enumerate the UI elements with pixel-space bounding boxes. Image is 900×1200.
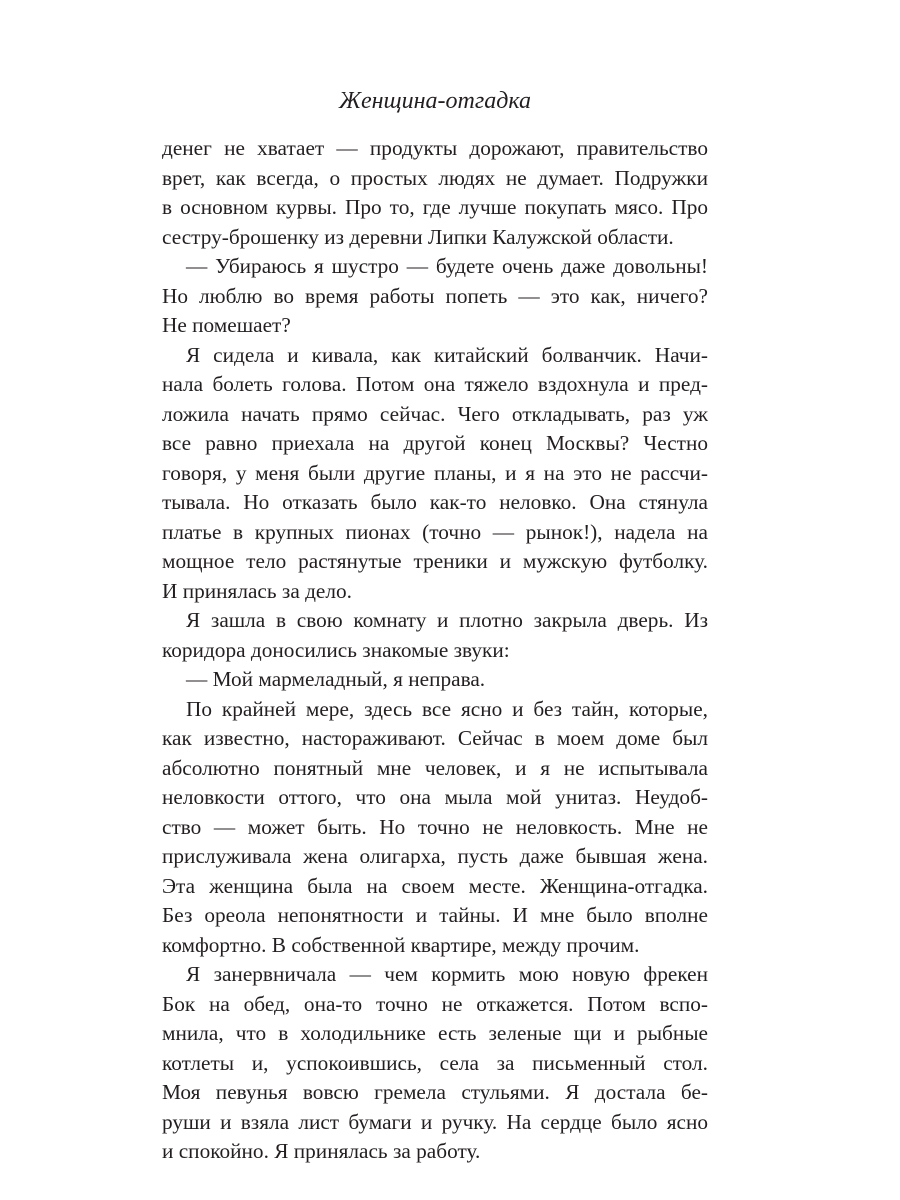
text-line: — Убираюсь я шустро — будете очень даже довольны!: [186, 254, 708, 278]
text-line: коридора доносились знакомые звуки:: [162, 637, 510, 662]
body-text: [162, 134, 708, 1167]
text-line: неловкости оттого, что она мыла мой унитаз. Неудоб-: [162, 785, 708, 809]
text-line: руши и взяла лист бумаги и ручку. На сердце было ясно: [162, 1109, 708, 1134]
text-line: комфортно. В собственной квартире, между прочим.: [162, 932, 640, 957]
text-line: нала болеть голова. Потом она тяжело вздохнула и пред-: [162, 372, 708, 396]
text-line: И принялась за дело.: [162, 578, 352, 603]
paragraph: [162, 695, 708, 961]
text-line: ложила начать прямо сейчас. Чего откладывать, раз уж: [162, 401, 708, 426]
text-line: Не помешает?: [162, 313, 291, 337]
paragraph: [162, 665, 708, 695]
text-line: котлеты и, успокоившись, села за письменный стол.: [162, 1050, 708, 1075]
text-line: мощное тело растянутые треники и мужскую футболку.: [162, 549, 708, 573]
text-line: сестру-брошенку из деревни Липки Калужской области.: [162, 224, 674, 249]
paragraph: [162, 341, 708, 607]
text-line: прислуживала жена олигарха, пусть даже бывшая жена.: [162, 844, 708, 868]
text-line: — Мой мармеладный, я неправа.: [186, 667, 486, 691]
text-line: платье в крупных пионах (точно — рынок!), надела на: [162, 519, 708, 544]
text-line: ство — может быть. Но точно не неловкость. Мне не: [162, 814, 708, 839]
text-line: Без ореола непонятности и тайны. И мне было вполне: [162, 903, 708, 927]
text-line: абсолютно понятный мне человек, и я не испытывала: [162, 755, 708, 780]
paragraph: [162, 606, 708, 665]
paragraph: [162, 134, 708, 252]
text-line: все равно приехала на другой конец Москвы? Честно: [162, 431, 708, 455]
text-line: По крайней мере, здесь все ясно и без тайн, которые,: [186, 696, 708, 721]
text-line: Но люблю во время работы попеть — это как, ничего?: [162, 283, 708, 308]
text-line: Эта женщина была на своем месте. Женщина-отгадка.: [162, 873, 708, 898]
text-line: Бок на обед, она-то точно не откажется. Потом вспо-: [162, 991, 708, 1016]
text-line: в основном курвы. Про то, где лучше покупать мясо. Про: [162, 195, 708, 219]
text-line: Я зашла в свою комнату и плотно закрыла дверь. Из: [186, 608, 708, 632]
running-head: Женщина-отгадка: [338, 88, 532, 114]
text-line: Я сидела и кивала, как китайский болванчик. Начи-: [186, 342, 708, 367]
text-line: говоря, у меня были другие планы, и я на это не рассчи-: [162, 460, 708, 485]
paragraph: [162, 960, 708, 1167]
text-line: врет, как всегда, о простых людях не думает. Подружки: [162, 165, 708, 190]
book-page: [162, 84, 708, 1167]
text-line: денег не хватает — продукты дорожают, правительство: [162, 136, 708, 160]
text-line: мнила, что в холодильнике есть зеленые щи и рыбные: [162, 1021, 708, 1045]
text-line: Я занервничала — чем кормить мою новую фрекен: [186, 962, 708, 986]
text-line: и спокойно. Я принялась за работу.: [162, 1139, 481, 1163]
text-line: тывала. Но отказать было как-то неловко. Она стянула: [162, 490, 708, 514]
text-line: как известно, настораживают. Сейчас в моем доме был: [162, 726, 708, 750]
text-line: Моя певунья вовсю гремела стульями. Я достала бе-: [162, 1080, 708, 1104]
paragraph: [162, 252, 708, 341]
